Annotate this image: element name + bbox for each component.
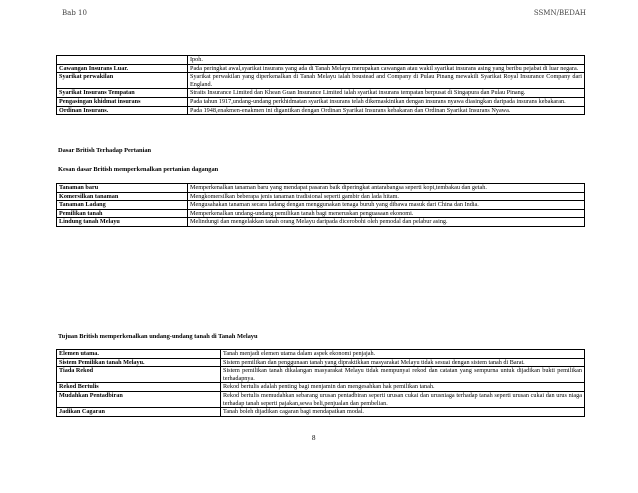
row-key: Cawangan Insurans Luar. bbox=[57, 64, 188, 73]
table-row bbox=[57, 192, 585, 201]
section-title: Tujuan British memperkenalkan undang-undang tanah di Tanah Melayu bbox=[58, 333, 258, 340]
row-value: Melindungi dan mengelakkan tanah orang Melayu daripada dicerobohi oleh pemodal dan pelabur asing. bbox=[188, 218, 585, 227]
row-value: Sistem pemilikan dan penggunaan tanah yang dipraktikkan masyarakat Melayu tidak sesuai dengan sistem tanah di Barat. bbox=[221, 358, 585, 367]
row-key: Tanaman baru bbox=[57, 184, 188, 193]
row-value: Memperkenalkan tanaman baru yang mendapat pasaran baik diperingkat antarabangsa seperti kopi,tembakau dan getah. bbox=[188, 184, 585, 193]
table-row bbox=[57, 73, 585, 89]
table-row bbox=[57, 209, 585, 218]
table-row bbox=[57, 64, 585, 73]
row-key: Komersilkan tanaman bbox=[57, 192, 188, 201]
row-key: Tiada Rekod bbox=[57, 367, 221, 383]
table-row bbox=[57, 367, 585, 383]
table-row bbox=[57, 106, 585, 115]
table-row bbox=[57, 184, 585, 193]
header-left: Bab 10 bbox=[62, 9, 87, 17]
row-key: Rekod Bertulis bbox=[57, 383, 221, 392]
row-value: Straits Insurance Limited dan Khean Guan Insurance Limited ialah syarikat insurans tempatan berpusat di Singapura dan Pulau Pinang. bbox=[188, 89, 585, 98]
row-value: Rekod bertulis adalah penting bagi menjamin dan mengesahkan hak pemilikan tanah. bbox=[221, 383, 585, 392]
page-number: 8 bbox=[312, 434, 316, 442]
table-row bbox=[57, 391, 585, 407]
row-value: Sistem pemilikan tanah dikalangan masyarakat Melayu tidak mempunyai rekod dan catatan yang sempurna untuk dijadikan bukti pemilikan terhadapnya. bbox=[221, 367, 585, 383]
row-key: Pengasingan khidmat insurans bbox=[57, 97, 188, 106]
row-value: Tanah boleh dijadikan cagaran bagi mendapatkan modal. bbox=[221, 408, 585, 417]
row-value: Tanah menjadi elemen utama dalam aspek ekonomi penjajah. bbox=[221, 350, 585, 359]
row-value: Pada peringkat awal,syarikat insurans yang ada di Tanah Melayu merupakan cawangan atau wakil syarikat insurans asing yang beribu pejabat di luar negara. bbox=[188, 64, 585, 73]
row-key bbox=[57, 56, 188, 65]
table-row bbox=[57, 56, 585, 65]
row-key: Tanaman Ladang bbox=[57, 201, 188, 210]
row-key: Ordinan Insurans. bbox=[57, 106, 188, 115]
row-value: Pada 1948,enakmen-enakmen ini digantikan dengan Ordinan Syarikat Insurans kebakaran dan Ordinan Syarikat Insurans Nyawa. bbox=[188, 106, 585, 115]
land-law-table bbox=[56, 349, 585, 417]
table-row bbox=[57, 408, 585, 417]
row-key: Mudahkan Pentadbiran bbox=[57, 391, 221, 407]
row-key: Syarikat Insurans Tempatan bbox=[57, 89, 188, 98]
header-right: SSMN/BEDAH bbox=[533, 9, 586, 17]
row-value: Ipoh. bbox=[188, 56, 585, 65]
row-value: Syarikat perwakilan yang diperkenalkan di Tanah Melayu ialah boustead and Company di Pulau Pinang mewakili Syarikat Royal Insurance Company dari England. bbox=[188, 73, 585, 89]
row-value: Memperkenalkan undang-undang pemilikan tanah bagi meneruskan penguasaan ekonomi. bbox=[188, 209, 585, 218]
table-row bbox=[57, 218, 585, 227]
section-title: Dasar British Terhadap Pertanian bbox=[58, 147, 152, 154]
agriculture-table bbox=[56, 183, 585, 227]
row-key: Sistem Pemilikan tanah Melayu. bbox=[57, 358, 221, 367]
row-key: Elemen utama. bbox=[57, 350, 221, 359]
row-value: Pada tahun 1917,undang-undang perkhidmatan syarikat insurans telah dikemaskinikan dengan insurans nyawa diasingkan daripada insurans kebakaran. bbox=[188, 97, 585, 106]
row-key: Jadikan Cagaran bbox=[57, 408, 221, 417]
table-row bbox=[57, 89, 585, 98]
row-value: Mengusahakan tanaman secara ladang dengan menggunakan tenaga buruh yang dibawa masuk dari China dan India. bbox=[188, 201, 585, 210]
row-key: Syarikat perwakilan bbox=[57, 73, 188, 89]
row-value: Mengkomersilkan beberapa jenis tanaman tradisional seperti gambir dan lada hitam. bbox=[188, 192, 585, 201]
insurance-table bbox=[56, 55, 585, 115]
section-subtitle: Kesan dasar British memperkenalkan pertanian dagangan bbox=[58, 166, 219, 173]
row-key: Pemilikan tanah bbox=[57, 209, 188, 218]
row-value: Rekod bertulis memudahkan sebarang urusan pentadbiran seperti urusan cukai dan urusniaga terhadap tanah seperti urusan cukai dan urus niaga terhadap tanah seperti pajakan,sewa beli,penjualan dan pembelian. bbox=[221, 391, 585, 407]
table-row bbox=[57, 358, 585, 367]
table-row bbox=[57, 201, 585, 210]
table-row bbox=[57, 350, 585, 359]
row-key: Lindung tanah Melayu bbox=[57, 218, 188, 227]
table-row bbox=[57, 97, 585, 106]
table-row bbox=[57, 383, 585, 392]
